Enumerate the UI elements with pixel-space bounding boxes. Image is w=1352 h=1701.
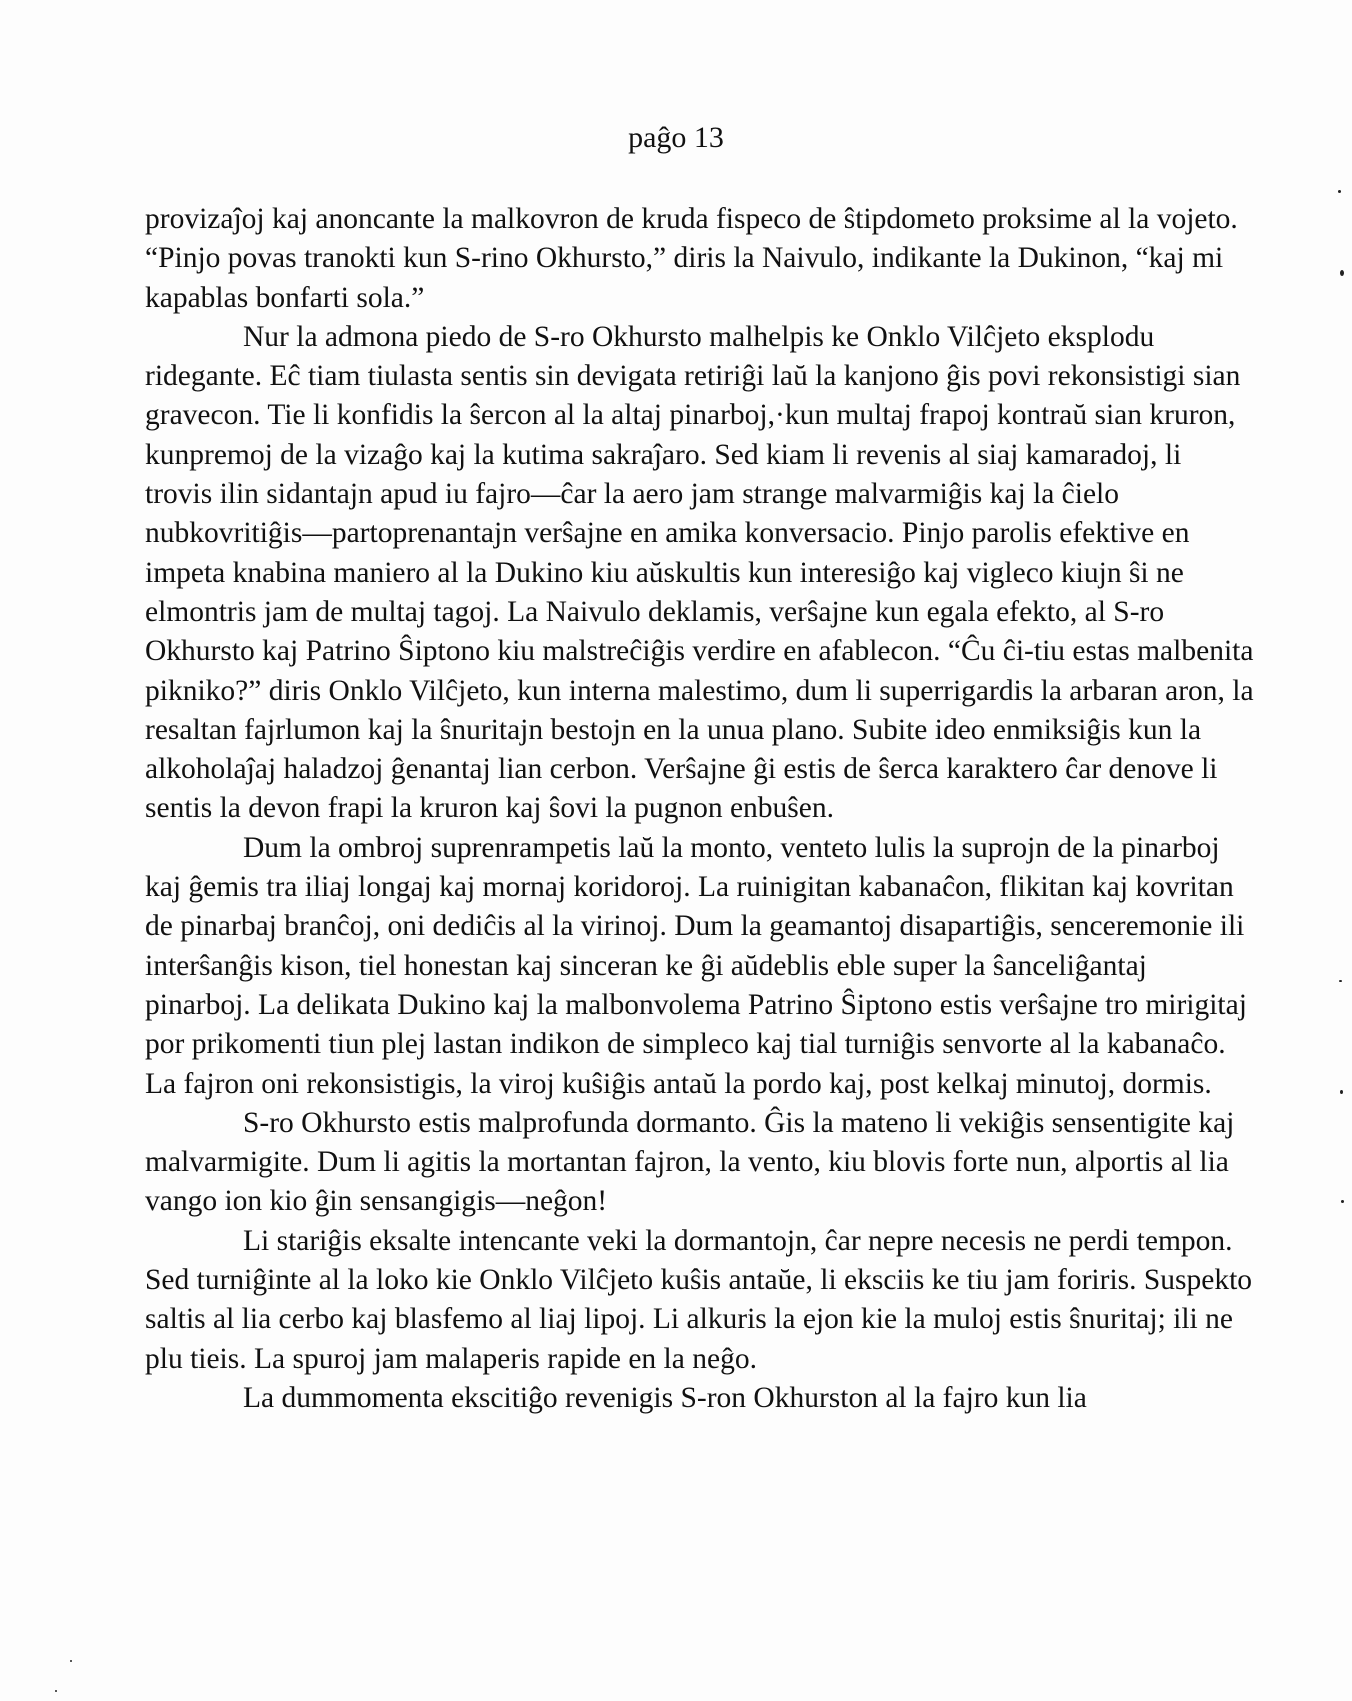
scan-speck bbox=[1340, 270, 1344, 276]
scan-speck bbox=[70, 1660, 72, 1662]
scan-speck bbox=[1338, 190, 1341, 193]
paragraph-5: Li stariĝis eksalte intencante veki la dormantojn, ĉar nepre necesis ne perdi tempon. Sed turniĝinte al la loko kie Onklo Vilĉjeto kuŝis antaŭe, li eksciis ke tiu jam foriris. Suspekto saltis al lia cerbo kaj blasfemo al liaj lipoj. Li alkuris la ejon kie la muloj estis ŝnuritaj; ili ne plu tieis. La spuroj jam malaperis rapide en la neĝo. bbox=[145, 1224, 1253, 1375]
paragraph-2: Nur la admona piedo de S-ro Okhursto malhelpis ke Onklo Vilĉjeto eksplodu ridegante. Eĉ tiam tiulasta sentis sin devigata retiriĝi laŭ la kanjono ĝis povi rekonsistigi sian gravecon. Tie li konfidis la ŝercon al la altaj pinarboj,·kun multaj frapoj kontraŭ sian kruron, kunpremoj de la vizaĝo kaj la kutima sakraĵaro. Sed kiam li revenis al siaj kamaradoj, li trovis ilin sidantajn apud iu fajro—ĉar la aero jam strange malvarmiĝis kaj la ĉielo nubkovritiĝis—partoprenantajn verŝajne en amika konversacio. Pinjo parolis efektive en impeta knabina maniero al la Dukino kiu aŭskultis kun interesiĝo kaj vigleco kiujn ŝi ne elmontris jam de multaj tagoj. La Naivulo deklamis, verŝajne kun egala efekto, al S-ro Okhursto kaj Patrino Ŝiptono kiu malstreĉiĝis verdire en afablecon. “Ĉu ĉi-tiu estas malbenita pikniko?” diris Onklo Vilĉjeto, kun interna malestimo, dum li superrigardis la arbaran aron, la resaltan fajrlumon kaj la ŝnuritajn bestojn en la unua plano. Subite ideo enmiksiĝis kun la alkoholaĵaj haladzoj ĝenantaj lian cerbon. Verŝajne ĝi estis de ŝerca karaktero ĉar denove li sentis la devon frapi la kruron kaj ŝovi la pugnon enbuŝen. bbox=[145, 320, 1254, 825]
paragraph-3: Dum la ombroj suprenrampetis laŭ la monto, venteto lulis la suprojn de la pinarboj kaj ĝemis tra iliaj longaj kaj mornaj koridoroj. La ruinigitan kabanaĉon, flikitan kaj kovritan de pinarbaj branĉoj, oni dediĉis al la virinoj. Dum la geamantoj disapartiĝis, senceremonie ili interŝanĝis kison, tiel honestan kaj sinceran ke ĝi aŭdeblis eble super la ŝanceliĝantaj pinarboj. La delikata Dukino kaj la malbonvolema Patrino Ŝiptono estis verŝajne tro mirigitaj por prikomenti tiun plej lastan indikon de simpleco kaj tial turniĝis senvorte al la kabanaĉo. La fajron oni rekonsistigis, la viroj kuŝiĝis antaŭ la pordo kaj, post kelkaj minutoj, dormis. bbox=[145, 831, 1247, 1100]
paragraph-4: S-ro Okhursto estis malprofunda dormanto. Ĝis la mateno li vekiĝis sensentigite kaj malvarmigite. Dum li agitis la mortantan fajron, la vento, kiu blovis forte nun, alportis al lia vango ion kio ĝin sensangigis—neĝon! bbox=[145, 1106, 1235, 1218]
scan-speck bbox=[1340, 1090, 1343, 1094]
scan-speck bbox=[1341, 1200, 1344, 1203]
page-number: paĝo 13 bbox=[628, 121, 724, 154]
body-text bbox=[145, 200, 1255, 1418]
scan-speck bbox=[55, 1690, 57, 1692]
paragraph-1: provizaĵoj kaj anoncante la malkovron de kruda fispeco de ŝtipdometo proksime al la vojeto. “Pinjo povas tranokti kun S-rino Okhursto,” diris la Naivulo, indikante la Dukinon, “kaj mi kapablas bonfarti sola.” bbox=[145, 203, 1238, 314]
paragraph-6: La dummomenta ekscitiĝo revenigis S-ron Okhurston al la fajro kun lia bbox=[243, 1381, 1087, 1414]
scan-speck bbox=[1339, 980, 1342, 982]
